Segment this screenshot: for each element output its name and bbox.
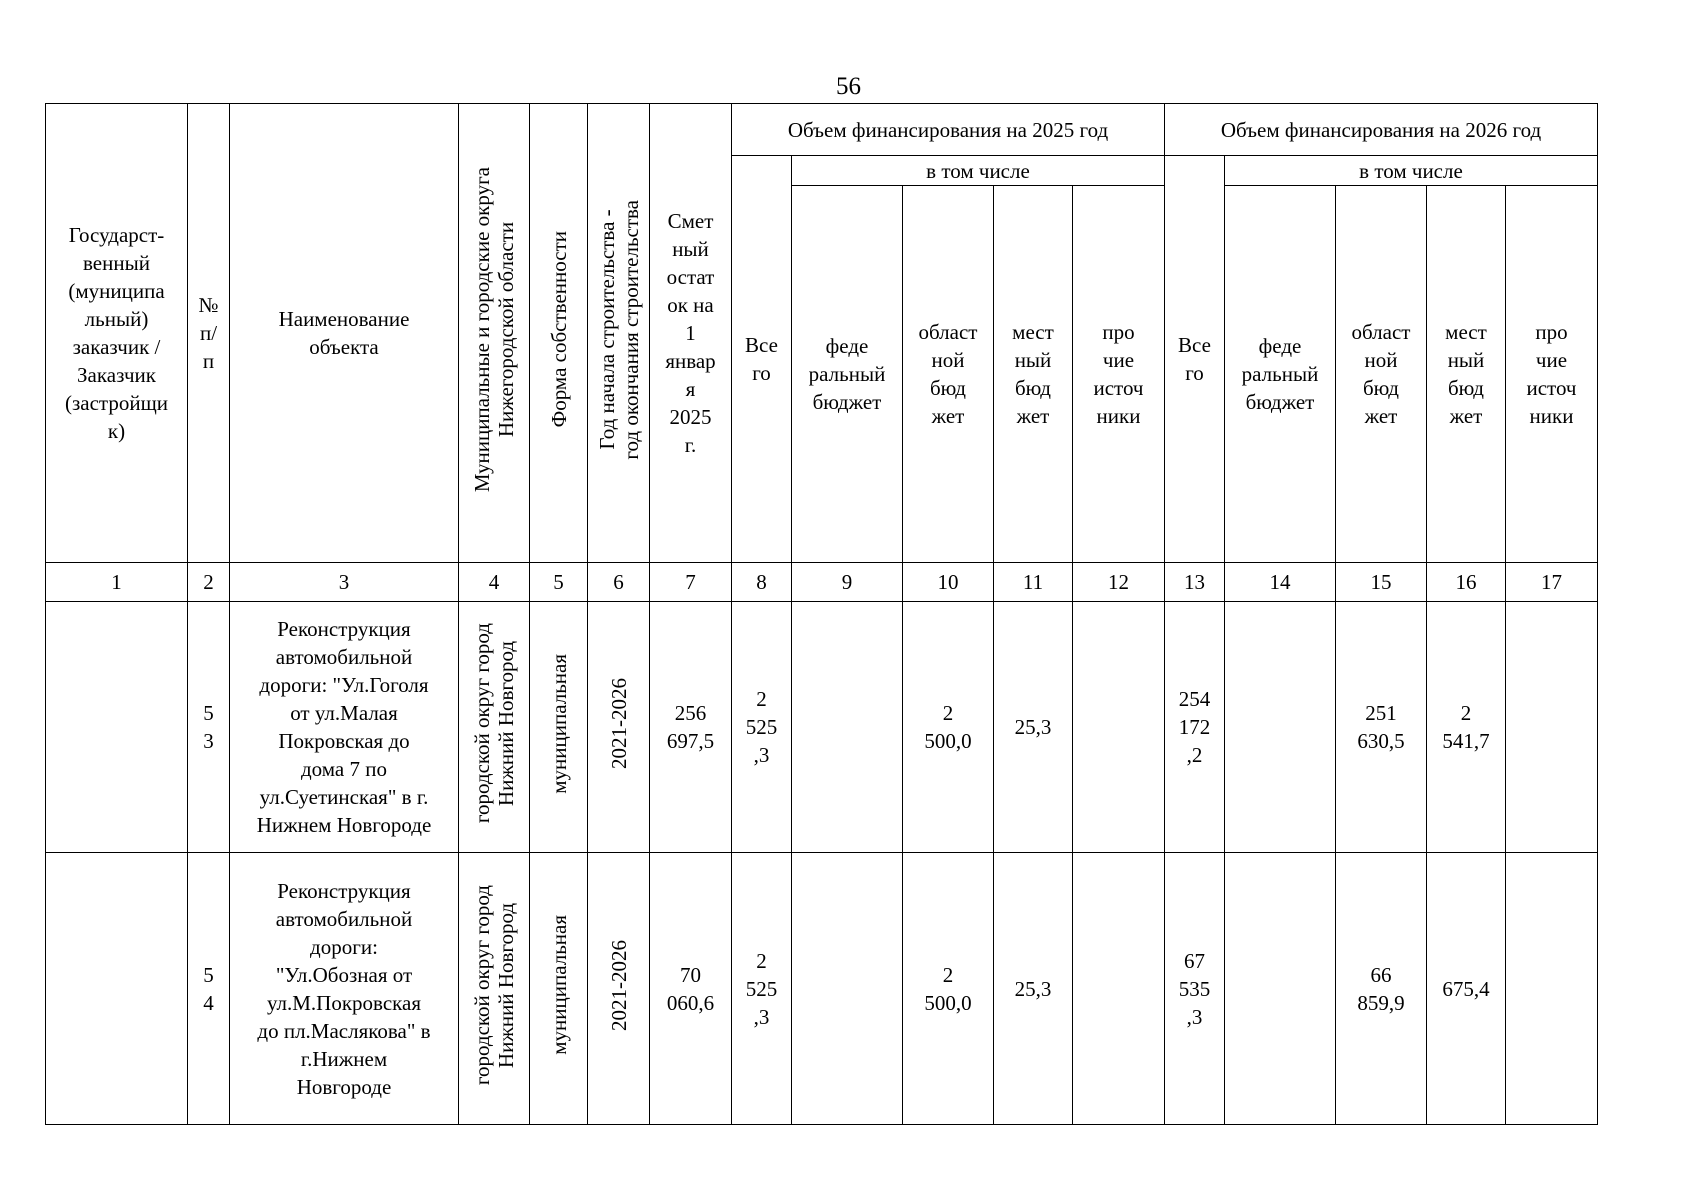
- table-row: [46, 602, 1598, 853]
- header-total-2025: Все го: [732, 156, 792, 563]
- header-federal-2025: феде ральный бюджет: [792, 186, 903, 563]
- row-local-2026: 675,4: [1427, 853, 1506, 1125]
- header-regional-2025: област ной бюд жет: [903, 186, 994, 563]
- page-number: 56: [836, 73, 861, 100]
- column-number: 12: [1073, 563, 1165, 602]
- header-regional-2026: област ной бюд жет: [1336, 186, 1427, 563]
- row-regional-2026: 66 859,9: [1336, 853, 1427, 1125]
- header-federal-2026: феде ральный бюджет: [1225, 186, 1336, 563]
- header-years: Год начала строительства - год окончания строительства: [588, 104, 650, 563]
- row-local-2026: 2 541,7: [1427, 602, 1506, 853]
- row-ownership: муниципальная: [530, 853, 588, 1125]
- row-federal-2025: [792, 602, 903, 853]
- column-number: 11: [994, 563, 1073, 602]
- column-number: 10: [903, 563, 994, 602]
- row-object-name: Реконструкция автомобильной дороги: "Ул.Обозная от ул.М.Покровская до пл.Маслякова" в г.Нижнем Новгороде: [230, 853, 459, 1125]
- column-number-row: [46, 563, 1598, 602]
- header-row-1: [46, 104, 1598, 156]
- row-years: 2021-2026: [588, 853, 650, 1125]
- row-other-2025: [1073, 602, 1165, 853]
- financing-table: [45, 103, 1598, 1125]
- row-regional-2026: 251 630,5: [1336, 602, 1427, 853]
- header-num: № п/ п: [188, 104, 230, 563]
- row-years: 2021-2026: [588, 602, 650, 853]
- column-number: 9: [792, 563, 903, 602]
- row-total-2026: 67 535 ,3: [1165, 853, 1225, 1125]
- table-row: [46, 853, 1598, 1125]
- row-ownership: муниципальная: [530, 602, 588, 853]
- row-federal-2026: [1225, 602, 1336, 853]
- header-fin-2025: Объем финансирования на 2025 год: [732, 104, 1165, 156]
- column-number: 3: [230, 563, 459, 602]
- column-number: 6: [588, 563, 650, 602]
- column-number: 4: [459, 563, 530, 602]
- row-municipality: городской округ город Нижний Новгород: [459, 602, 530, 853]
- row-local-2025: 25,3: [994, 853, 1073, 1125]
- header-estimate: Смет ный остат ок на 1 январ я 2025 г.: [650, 104, 732, 563]
- header-local-2025: мест ный бюд жет: [994, 186, 1073, 563]
- column-number: 8: [732, 563, 792, 602]
- row-num: 5 4: [188, 853, 230, 1125]
- header-other-2026: про чие источ ники: [1506, 186, 1598, 563]
- column-number: 17: [1506, 563, 1598, 602]
- row-customer: [46, 853, 188, 1125]
- header-other-2025: про чие источ ники: [1073, 186, 1165, 563]
- header-ownership: Форма собственности: [530, 104, 588, 563]
- row-num: 5 3: [188, 602, 230, 853]
- row-estimate: 256 697,5: [650, 602, 732, 853]
- header-including-2026: в том числе: [1225, 156, 1598, 186]
- header-customer: Государст- венный (муниципа льный) заказчик / Заказчик (застройщи к): [46, 104, 188, 563]
- row-other-2026: [1506, 853, 1598, 1125]
- row-object-name: Реконструкция автомобильной дороги: "Ул.Гоголя от ул.Малая Покровская до дома 7 по ул.Суетинская" в г. Нижнем Новгороде: [230, 602, 459, 853]
- row-estimate: 70 060,6: [650, 853, 732, 1125]
- header-object-name: Наименование объекта: [230, 104, 459, 563]
- header-including-2025: в том числе: [792, 156, 1165, 186]
- header-municipality: Муниципальные и городские округа Нижегородской области: [459, 104, 530, 563]
- row-total-2026: 254 172 ,2: [1165, 602, 1225, 853]
- column-number: 15: [1336, 563, 1427, 602]
- column-number: 13: [1165, 563, 1225, 602]
- column-number: 1: [46, 563, 188, 602]
- row-regional-2025: 2 500,0: [903, 853, 994, 1125]
- row-customer: [46, 602, 188, 853]
- row-regional-2025: 2 500,0: [903, 602, 994, 853]
- row-local-2025: 25,3: [994, 602, 1073, 853]
- row-total-2025: 2 525 ,3: [732, 853, 792, 1125]
- column-number: 5: [530, 563, 588, 602]
- header-total-2026: Все го: [1165, 156, 1225, 563]
- row-total-2025: 2 525 ,3: [732, 602, 792, 853]
- row-other-2026: [1506, 602, 1598, 853]
- column-number: 14: [1225, 563, 1336, 602]
- column-number: 16: [1427, 563, 1506, 602]
- column-number: 2: [188, 563, 230, 602]
- header-fin-2026: Объем финансирования на 2026 год: [1165, 104, 1598, 156]
- column-number: 7: [650, 563, 732, 602]
- row-federal-2025: [792, 853, 903, 1125]
- row-federal-2026: [1225, 853, 1336, 1125]
- row-other-2025: [1073, 853, 1165, 1125]
- row-municipality: городской округ город Нижний Новгород: [459, 853, 530, 1125]
- header-local-2026: мест ный бюд жет: [1427, 186, 1506, 563]
